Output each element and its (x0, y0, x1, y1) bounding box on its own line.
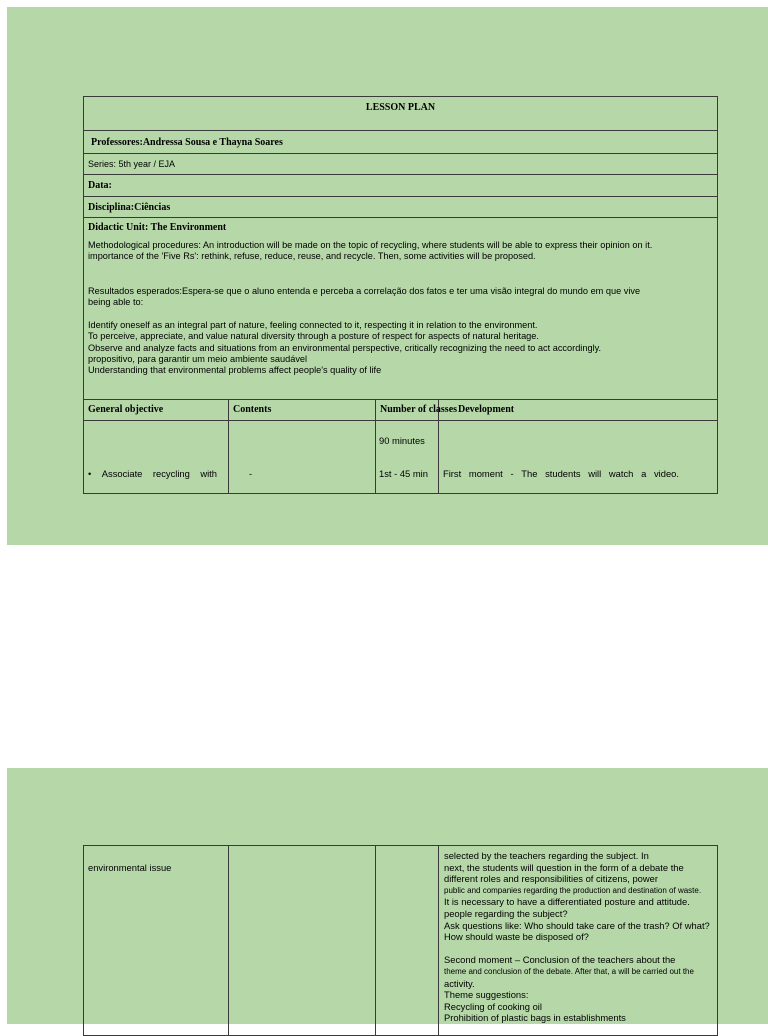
disciplina-text: Disciplina:Ciências (88, 202, 171, 213)
development-word: moment (468, 468, 503, 479)
series-field (84, 154, 718, 175)
objective-word: recycling (152, 468, 190, 479)
development-word: watch (608, 468, 634, 479)
didactic-unit-cell (84, 218, 718, 400)
development-label: Development (458, 404, 515, 415)
development-word: students (545, 468, 581, 479)
objective-line (88, 468, 217, 479)
development-line: It is necessary to have a differentiated posture and attitude. (444, 896, 690, 908)
professors-field (84, 131, 718, 154)
column-header-number-of-classes (376, 400, 458, 421)
contents-text: - (249, 468, 253, 479)
objective-line: Understanding that environmental problems affect people's quality of life (88, 365, 382, 376)
objective-word: • (88, 468, 92, 479)
development-line (443, 468, 679, 479)
data-label: Data: (88, 180, 112, 191)
lesson-plan-activities-table (83, 399, 718, 494)
methodological-procedures (88, 240, 717, 263)
development-text-block (444, 850, 713, 1024)
development-line: How should waste be disposed of? (444, 931, 589, 943)
lesson-plan-header-table (83, 96, 718, 400)
objective-continued-text: environmental issue (88, 862, 172, 873)
objective-line: Observe and analyze facts and situations from an environmental perspective, critically recognizing the need to act accordingly. (88, 342, 602, 353)
objective-word: Associate (101, 468, 143, 479)
objectives-list (88, 320, 717, 377)
development-line: theme and conclusion of the debate. After that, a will be carried out the (444, 966, 694, 976)
results-line: being able to: (88, 297, 144, 307)
expected-results (88, 286, 717, 309)
objective-line: To perceive, appreciate, and value natural diversity through a posture of respect for aspects of natural heritage. (88, 331, 539, 342)
didactic-unit-title: Didactic Unit: The Environment (88, 222, 227, 233)
general-objective-cell (84, 421, 229, 494)
development-word: video. (653, 468, 679, 479)
column-header-general-objective: General objective (84, 400, 229, 421)
development-line: Ask questions like: Who should take care of the trash? Of what? (444, 919, 710, 931)
development-word: First (443, 468, 462, 479)
professors-text: Professores:Andressa Sousa e Thayna Soares (91, 137, 283, 148)
objective-line: Identify oneself as an integral part of nature, feeling connected to it, respecting it in relation to the environment. (88, 319, 538, 330)
general-objective-cell-continued (84, 846, 229, 1036)
data-field (84, 175, 718, 197)
lesson-plan-activities-table-continued (83, 845, 718, 1036)
classes-text: 1st - 45 min (379, 468, 428, 479)
number-of-classes-label: Number of classes (380, 404, 458, 415)
development-word: a (641, 468, 647, 479)
development-line: Second moment – Conclusion of the teachers about the (444, 954, 676, 966)
contents-cell (229, 421, 376, 494)
lesson-plan-title: LESSON PLAN (84, 97, 718, 131)
column-header-development (439, 400, 718, 421)
development-line: Prohibition of plastic bags in establishments (444, 1012, 626, 1024)
results-line: Resultados esperados:Espera-se que o aluno entenda e perceba a correlação dos fatos e ter uma visão integral do mundo em que vive (88, 285, 641, 296)
development-word: - (510, 468, 514, 479)
methodological-line: importance of the 'Five Rs': rethink, refuse, reduce, reuse, and recycle. Then, some activities will be proposed. (88, 251, 536, 262)
development-word: The (521, 468, 538, 479)
development-line: different roles and responsibilities of citizens, power (444, 873, 658, 885)
development-line: selected by the teachers regarding the subject. In (444, 850, 649, 861)
number-of-classes-cell (376, 421, 439, 494)
development-line: activity. (444, 977, 475, 989)
development-word: will (588, 468, 602, 479)
objective-line: propositivo, para garantir um meio ambiente saudável (88, 354, 308, 365)
objective-word: with (200, 468, 217, 479)
methodological-line: Methodological procedures: An introduction will be made on the topic of recycling, where students will be able to express their opinion on it. (88, 240, 653, 250)
development-line (444, 943, 713, 955)
development-line: Recycling of cooking oil (444, 1000, 542, 1012)
development-cell (439, 421, 718, 494)
column-header-contents: Contents (229, 400, 376, 421)
development-line: next, the students will question in the form of a debate the (444, 861, 684, 873)
number-of-classes-cell-continued (376, 846, 439, 1036)
development-line: Theme suggestions: (444, 989, 529, 1001)
development-line: public and companies regarding the production and destination of waste. (444, 885, 702, 895)
disciplina-field (84, 197, 718, 218)
duration-text: 90 minutes (379, 435, 425, 446)
contents-cell-continued (229, 846, 376, 1036)
series-text: Series: 5th year / EJA (88, 159, 176, 169)
development-line: people regarding the subject? (444, 907, 568, 919)
development-cell-continued (439, 846, 718, 1036)
